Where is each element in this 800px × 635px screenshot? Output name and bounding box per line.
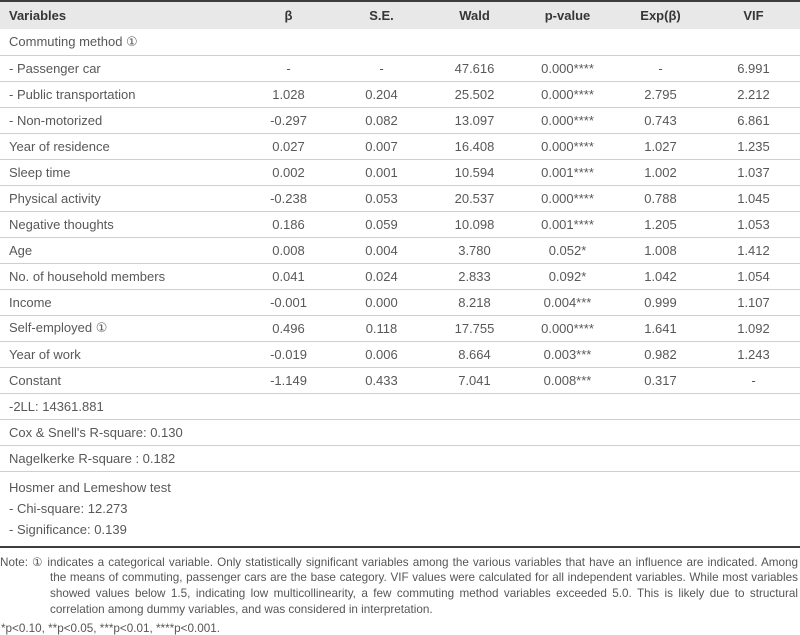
summary-row-hosmer-lemeshow <box>0 471 800 547</box>
model-fit-cox-snell: Cox & Snell's R-square: 0.130 <box>9 424 183 440</box>
table-row-physical-activity <box>0 185 800 211</box>
variable-cell: - Public transportation <box>9 86 136 102</box>
value-cell: 2.212 <box>737 86 770 102</box>
col-header-variables: Variables <box>0 1 242 29</box>
value-cell: 0.000 <box>365 294 398 310</box>
value-cell: 0.788 <box>644 190 677 206</box>
col-header-exp-beta: Exp(β) <box>614 1 707 29</box>
variable-cell: Income <box>9 294 52 310</box>
value-cell: 10.098 <box>454 216 495 232</box>
table-row-self-employed <box>0 315 800 341</box>
value-cell: 8.664 <box>458 346 491 362</box>
value-cell: - <box>658 60 663 76</box>
variable-cell: - Passenger car <box>9 60 101 76</box>
value-cell: 0.007 <box>365 138 398 154</box>
table-row-age <box>0 237 800 263</box>
value-cell: 0.008*** <box>543 372 592 388</box>
value-cell: 1.045 <box>737 190 770 206</box>
value-cell: 13.097 <box>454 112 495 128</box>
col-header-pvalue: p-value <box>521 1 614 29</box>
value-cell: 6.861 <box>737 112 770 128</box>
value-cell: 25.502 <box>454 86 495 102</box>
value-cell: 0.000**** <box>541 190 594 206</box>
variable-cell: Year of residence <box>9 138 110 154</box>
value-cell: 0.002 <box>272 164 305 180</box>
value-cell: 0.000**** <box>541 86 594 102</box>
value-cell: 0.059 <box>365 216 398 232</box>
value-cell: 0.006 <box>365 346 398 362</box>
value-cell: 10.594 <box>454 164 495 180</box>
variable-cell: - Non-motorized <box>9 112 103 128</box>
section-label: Commuting method ① <box>9 33 138 49</box>
value-cell: 1.412 <box>737 242 770 258</box>
value-cell: 0.743 <box>644 112 677 128</box>
value-cell: 0.982 <box>644 346 677 362</box>
value-cell: 1.205 <box>644 216 677 232</box>
table-row-year-of-work <box>0 341 800 367</box>
table-row-constant <box>0 367 800 393</box>
table-row-public-transportation <box>0 81 800 107</box>
variable-cell: Sleep time <box>9 164 71 180</box>
hosmer-test-title: Hosmer and Lemeshow test <box>9 479 171 495</box>
value-cell: 0.082 <box>365 112 398 128</box>
value-cell: 17.755 <box>454 320 495 336</box>
variable-cell: Age <box>9 242 33 258</box>
value-cell: - <box>286 60 291 76</box>
model-fit-nagelkerke: Nagelkerke R-square : 0.182 <box>9 450 176 466</box>
value-cell: 7.041 <box>458 372 491 388</box>
value-cell: 0.999 <box>644 294 677 310</box>
value-cell: 0.041 <box>272 268 305 284</box>
value-cell: -0.238 <box>270 190 307 206</box>
value-cell: 6.991 <box>737 60 770 76</box>
value-cell: 1.042 <box>644 268 677 284</box>
value-cell: 0.004 <box>365 242 398 258</box>
col-header-beta: β <box>242 1 335 29</box>
value-cell: 1.008 <box>644 242 677 258</box>
value-cell: 1.243 <box>737 346 770 362</box>
value-cell: 1.092 <box>737 320 770 336</box>
value-cell: 0.024 <box>365 268 398 284</box>
value-cell: -0.019 <box>270 346 307 362</box>
value-cell: -0.001 <box>270 294 307 310</box>
value-cell: 1.027 <box>644 138 677 154</box>
table-row-negative-thoughts <box>0 211 800 237</box>
significance-legend: *p<0.10, **p<0.05, ***p<0.01, ****p<0.001. <box>1 621 221 635</box>
value-cell: -1.149 <box>270 372 307 388</box>
variable-cell: Year of work <box>9 346 81 362</box>
value-cell: 1.235 <box>737 138 770 154</box>
value-cell: 1.037 <box>737 164 770 180</box>
model-fit-2ll: -2LL: 14361.881 <box>9 398 104 414</box>
variable-cell: Negative thoughts <box>9 216 114 232</box>
table-row-year-of-residence <box>0 133 800 159</box>
table-note: Note: ① indicates a categorical variable. Only statistically significant variables among the various variables that have an influence are indicated. Among the means of commuting, passenger cars are the base category. VIF values were calculated for all independent variables. While most variables showed values below 1.5, indicating low multicollinearity, a few commuting method variables exceeded 5.0. This is likely due to structural correlation among dummy variables, and was considered in interpretation. <box>0 555 798 616</box>
value-cell: 0.001**** <box>541 164 594 180</box>
hosmer-lemeshow-cell <box>0 471 800 547</box>
value-cell: 16.408 <box>454 138 495 154</box>
col-header-vif: VIF <box>707 1 800 29</box>
value-cell: 0.000**** <box>541 320 594 336</box>
summary-row-cox-snell <box>0 419 800 445</box>
variable-cell: Physical activity <box>9 190 101 206</box>
value-cell: 0.003*** <box>543 346 592 362</box>
col-header-wald: Wald <box>428 1 521 29</box>
value-cell: - <box>379 60 384 76</box>
value-cell: -0.297 <box>270 112 307 128</box>
value-cell: 8.218 <box>458 294 491 310</box>
value-cell: 0.433 <box>365 372 398 388</box>
value-cell: 0.000**** <box>541 112 594 128</box>
value-cell: 0.186 <box>272 216 305 232</box>
value-cell: 0.204 <box>365 86 398 102</box>
hosmer-significance: - Significance: 0.139 <box>9 521 127 537</box>
value-cell: 0.118 <box>365 320 398 336</box>
value-cell: 1.028 <box>272 86 305 102</box>
header-row <box>0 1 800 29</box>
value-cell: 1.054 <box>737 268 770 284</box>
variable-cell: No. of household members <box>9 268 166 284</box>
table-row-household-members <box>0 263 800 289</box>
col-header-se: S.E. <box>335 1 428 29</box>
table-row-income <box>0 289 800 315</box>
table-row-non-motorized <box>0 107 800 133</box>
variable-cell: Constant <box>9 372 62 388</box>
value-cell: 0.000**** <box>541 138 594 154</box>
value-cell: 0.053 <box>365 190 398 206</box>
value-cell: 0.052* <box>548 242 587 258</box>
value-cell: 0.092* <box>548 268 587 284</box>
variable-cell: Self-employed ① <box>9 320 108 335</box>
value-cell: 3.780 <box>458 242 491 258</box>
value-cell: 1.641 <box>644 320 677 336</box>
value-cell: 0.027 <box>272 138 305 154</box>
value-cell: 47.616 <box>454 60 495 76</box>
summary-row-nagelkerke <box>0 445 800 471</box>
value-cell: 0.004*** <box>543 294 592 310</box>
table-row-passenger-car <box>0 55 800 81</box>
value-cell: - <box>751 372 756 388</box>
hosmer-chi-square: - Chi-square: 12.273 <box>9 500 128 516</box>
value-cell: 1.053 <box>737 216 770 232</box>
table-row-sleep-time <box>0 159 800 185</box>
value-cell: 2.833 <box>458 268 491 284</box>
value-cell: 20.537 <box>454 190 495 206</box>
section-row-commuting-method <box>0 29 800 55</box>
value-cell: 0.496 <box>272 320 305 336</box>
value-cell: 0.000**** <box>541 60 594 76</box>
summary-row-2ll <box>0 393 800 419</box>
value-cell: 2.795 <box>644 86 677 102</box>
value-cell: 0.008 <box>272 242 305 258</box>
value-cell: 0.001 <box>365 164 398 180</box>
value-cell: 1.107 <box>737 294 770 310</box>
value-cell: 0.317 <box>644 372 677 388</box>
value-cell: 0.001**** <box>541 216 594 232</box>
value-cell: 1.002 <box>644 164 677 180</box>
